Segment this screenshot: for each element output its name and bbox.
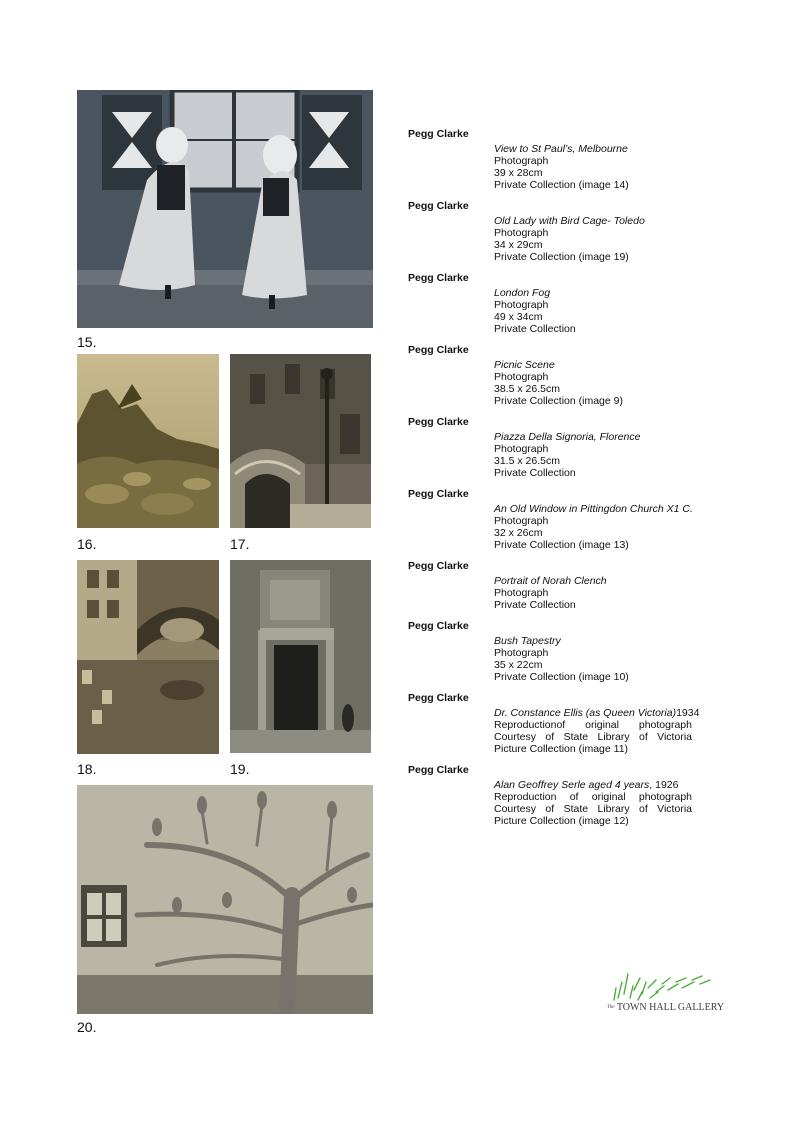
catalogue-entry xyxy=(408,764,728,827)
artwork-collection-continued: Picture Collection (image 11) xyxy=(494,743,629,755)
artwork-medium: Photograph xyxy=(494,227,549,239)
artwork-size: 39 x 28cm xyxy=(494,167,543,179)
artwork-collection: Private Collection (image 14) xyxy=(494,179,629,191)
artwork-title-line xyxy=(494,707,700,719)
artwork-medium: Photograph xyxy=(494,299,549,311)
artwork-collection: Private Collection xyxy=(494,323,576,335)
catalogue-entry xyxy=(408,128,728,191)
artwork-size: 38.5 x 26.5cm xyxy=(494,383,560,395)
gallery-name-prefix: The xyxy=(607,1005,615,1011)
plate-number-15: 15. xyxy=(77,334,97,350)
artwork-medium: Photograph xyxy=(494,443,549,455)
artwork-title: Dr. Constance Ellis (as Queen Victoria) xyxy=(494,707,677,719)
photo-16 xyxy=(77,354,219,528)
photo-18 xyxy=(77,560,219,754)
photo-15 xyxy=(77,90,373,328)
artwork-size: 49 x 34cm xyxy=(494,311,543,323)
artwork-collection: Courtesy of State Library of Victoria xyxy=(494,803,692,815)
artwork-size: 35 x 22cm xyxy=(494,659,543,671)
artwork-title-line xyxy=(494,779,692,791)
plate-number-17: 17. xyxy=(230,536,250,552)
catalogue-entry xyxy=(408,272,728,335)
artwork-medium: Photograph xyxy=(494,371,549,383)
gallery-name xyxy=(607,1002,724,1013)
catalogue-entry xyxy=(408,620,728,683)
catalogue-entry xyxy=(408,560,728,611)
artwork-medium: Photograph xyxy=(494,587,549,599)
artwork-title: Old Lady with Bird Cage- Toledo xyxy=(494,215,645,227)
artist-name: Pegg Clarke xyxy=(408,692,469,704)
artwork-year: 1934 xyxy=(676,707,700,719)
artwork-year: , 1926 xyxy=(649,779,679,791)
plate-number-18: 18. xyxy=(77,761,97,777)
artwork-collection: Private Collection (image 9) xyxy=(494,395,623,407)
artwork-title: Picnic Scene xyxy=(494,359,555,371)
catalogue-entry xyxy=(408,488,728,551)
artist-name: Pegg Clarke xyxy=(408,488,469,500)
artwork-title: Alan Geoffrey Serle aged 4 years xyxy=(494,779,650,791)
artwork-collection: Private Collection (image 10) xyxy=(494,671,629,683)
artist-name: Pegg Clarke xyxy=(408,764,469,776)
artist-name: Pegg Clarke xyxy=(408,560,469,572)
catalogue-entry xyxy=(408,416,728,479)
photo-17 xyxy=(230,354,371,528)
plate-number-20: 20. xyxy=(77,1019,97,1035)
plate-number-19: 19. xyxy=(230,761,250,777)
artwork-size: 31.5 x 26.5cm xyxy=(494,455,560,467)
artist-name: Pegg Clarke xyxy=(408,620,469,632)
artist-name: Pegg Clarke xyxy=(408,128,469,140)
artwork-title: London Fog xyxy=(494,287,551,299)
artwork-collection: Private Collection (image 19) xyxy=(494,251,629,263)
artwork-collection: Courtesy of State Library of Victoria xyxy=(494,731,692,743)
artwork-title: Bush Tapestry xyxy=(494,635,561,647)
artwork-medium: Reproductionof original photograph xyxy=(494,719,692,731)
artwork-medium: Photograph xyxy=(494,647,549,659)
artwork-title: View to St Paul’s, Melbourne xyxy=(494,143,628,155)
gallery-name-main: TOWN HALL GALLERY xyxy=(616,1002,725,1013)
artwork-title: Portrait of Norah Clench xyxy=(494,575,607,587)
grass-strokes-icon xyxy=(606,964,726,1004)
artwork-medium: Reproduction of original photograph xyxy=(494,791,692,803)
catalogue-entry xyxy=(408,692,728,755)
artwork-medium: Photograph xyxy=(494,155,549,167)
photo-20 xyxy=(77,785,373,1014)
catalogue-entry xyxy=(408,200,728,263)
artwork-collection: Private Collection xyxy=(494,467,576,479)
plate-number-16: 16. xyxy=(77,536,97,552)
artwork-size: 34 x 29cm xyxy=(494,239,543,251)
artist-name: Pegg Clarke xyxy=(408,344,469,356)
artwork-size: 32 x 26cm xyxy=(494,527,543,539)
artwork-collection: Private Collection xyxy=(494,599,576,611)
artist-name: Pegg Clarke xyxy=(408,416,469,428)
photo-19 xyxy=(230,560,371,753)
artwork-title: An Old Window in Pittingdon Church X1 C. xyxy=(494,503,693,515)
artist-name: Pegg Clarke xyxy=(408,200,469,212)
artwork-title: Piazza Della Signoria, Florence xyxy=(494,431,641,443)
artwork-medium: Photograph xyxy=(494,515,549,527)
artwork-collection-continued: Picture Collection (image 12) xyxy=(494,815,629,827)
catalogue-entry xyxy=(408,344,728,407)
artwork-collection: Private Collection (image 13) xyxy=(494,539,629,551)
artist-name: Pegg Clarke xyxy=(408,272,469,284)
